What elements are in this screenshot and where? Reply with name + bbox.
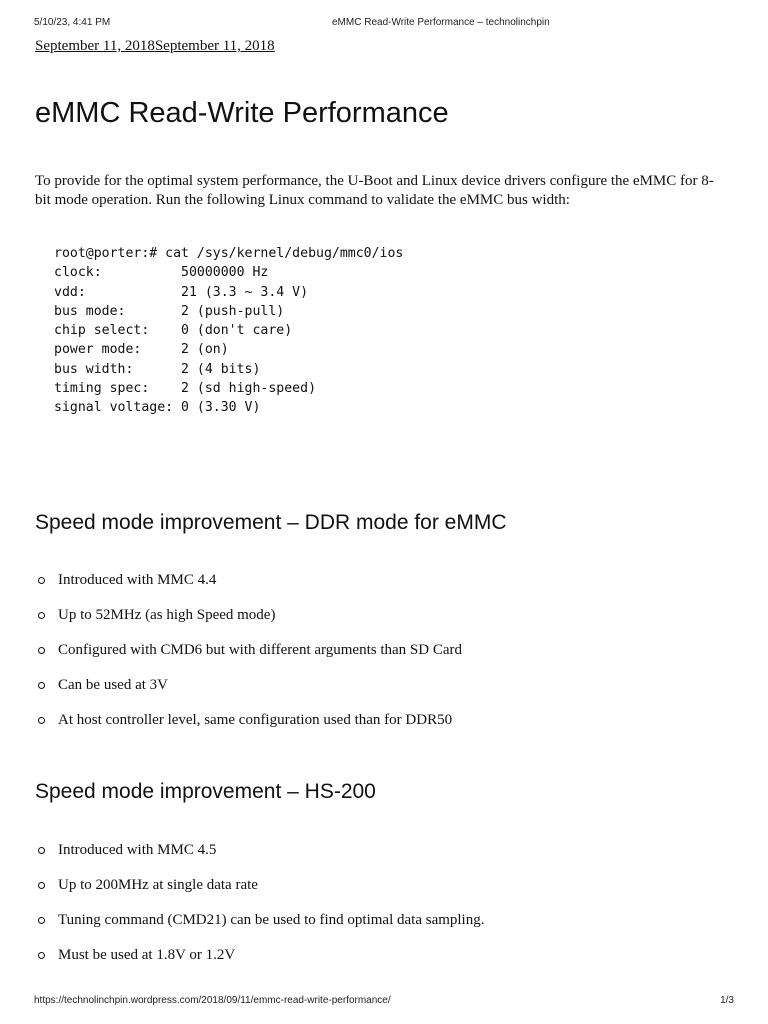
bullet-circle-icon xyxy=(38,952,45,959)
page-title: eMMC Read-Write Performance xyxy=(35,97,449,129)
list-item xyxy=(38,840,484,875)
section-heading-hs200: Speed mode improvement – HS-200 xyxy=(35,780,376,803)
print-page-title: eMMC Read-Write Performance – technolinchpin xyxy=(332,17,550,28)
bullet-circle-icon xyxy=(38,847,45,854)
bullet-circle-icon xyxy=(38,612,45,619)
print-footer xyxy=(34,995,734,1009)
print-datetime: 5/10/23, 4:41 PM xyxy=(34,17,111,28)
bullet-circle-icon xyxy=(38,917,45,924)
bullet-circle-icon xyxy=(38,717,45,724)
post-dates xyxy=(35,38,275,55)
list-item xyxy=(38,640,462,675)
code-block: root@porter:# cat /sys/kernel/debug/mmc0/ios clock: 50000000 Hz vdd: 21 (3.3 ~ 3.4 V) bus mode: 2 (push-pull) chip select: 0 (don't care) power mode: 2 (on) bus width: 2 (4 bits) timing spec: 2 (sd high-speed) signal voltage: 0 (3.30 V) xyxy=(54,246,404,416)
published-date-link[interactable]: September 11, 2018 xyxy=(35,38,155,54)
list-item-text: Can be used at 3V xyxy=(58,677,168,693)
section-heading-ddr: Speed mode improvement – DDR mode for eMMC xyxy=(35,511,507,534)
list-item xyxy=(38,710,462,745)
bullet-list-ddr xyxy=(38,570,462,745)
bullet-circle-icon xyxy=(38,682,45,689)
intro-paragraph: To provide for the optimal system performance, the U-Boot and Linux device drivers configure the eMMC for 8-bit mode operation. Run the following Linux command to validate the eMMC bus width: xyxy=(35,173,714,208)
print-page-number: 1/3 xyxy=(720,995,734,1006)
bullet-circle-icon xyxy=(38,577,45,584)
print-url: https://technolinchpin.wordpress.com/2018/09/11/emmc-read-write-performance/ xyxy=(34,995,391,1006)
list-item xyxy=(38,570,462,605)
list-item-text: Up to 52MHz (as high Speed mode) xyxy=(58,607,276,623)
bullet-circle-icon xyxy=(38,882,45,889)
print-header xyxy=(34,17,734,31)
list-item-text: At host controller level, same configuration used than for DDR50 xyxy=(58,712,453,728)
updated-date-link[interactable]: September 11, 2018 xyxy=(154,38,275,54)
bullet-circle-icon xyxy=(38,647,45,654)
list-item xyxy=(38,875,484,910)
list-item-text: Introduced with MMC 4.5 xyxy=(58,842,217,858)
list-item xyxy=(38,675,462,710)
list-item-text: Tuning command (CMD21) can be used to find optimal data sampling. xyxy=(58,912,485,928)
list-item-text: Must be used at 1.8V or 1.2V xyxy=(58,947,236,963)
list-item xyxy=(38,910,484,945)
list-item-text: Configured with CMD6 but with different arguments than SD Card xyxy=(58,642,462,658)
bullet-list-hs200 xyxy=(38,840,484,980)
list-item xyxy=(38,605,462,640)
list-item xyxy=(38,945,484,980)
list-item-text: Introduced with MMC 4.4 xyxy=(58,572,217,588)
list-item-text: Up to 200MHz at single data rate xyxy=(58,877,258,893)
